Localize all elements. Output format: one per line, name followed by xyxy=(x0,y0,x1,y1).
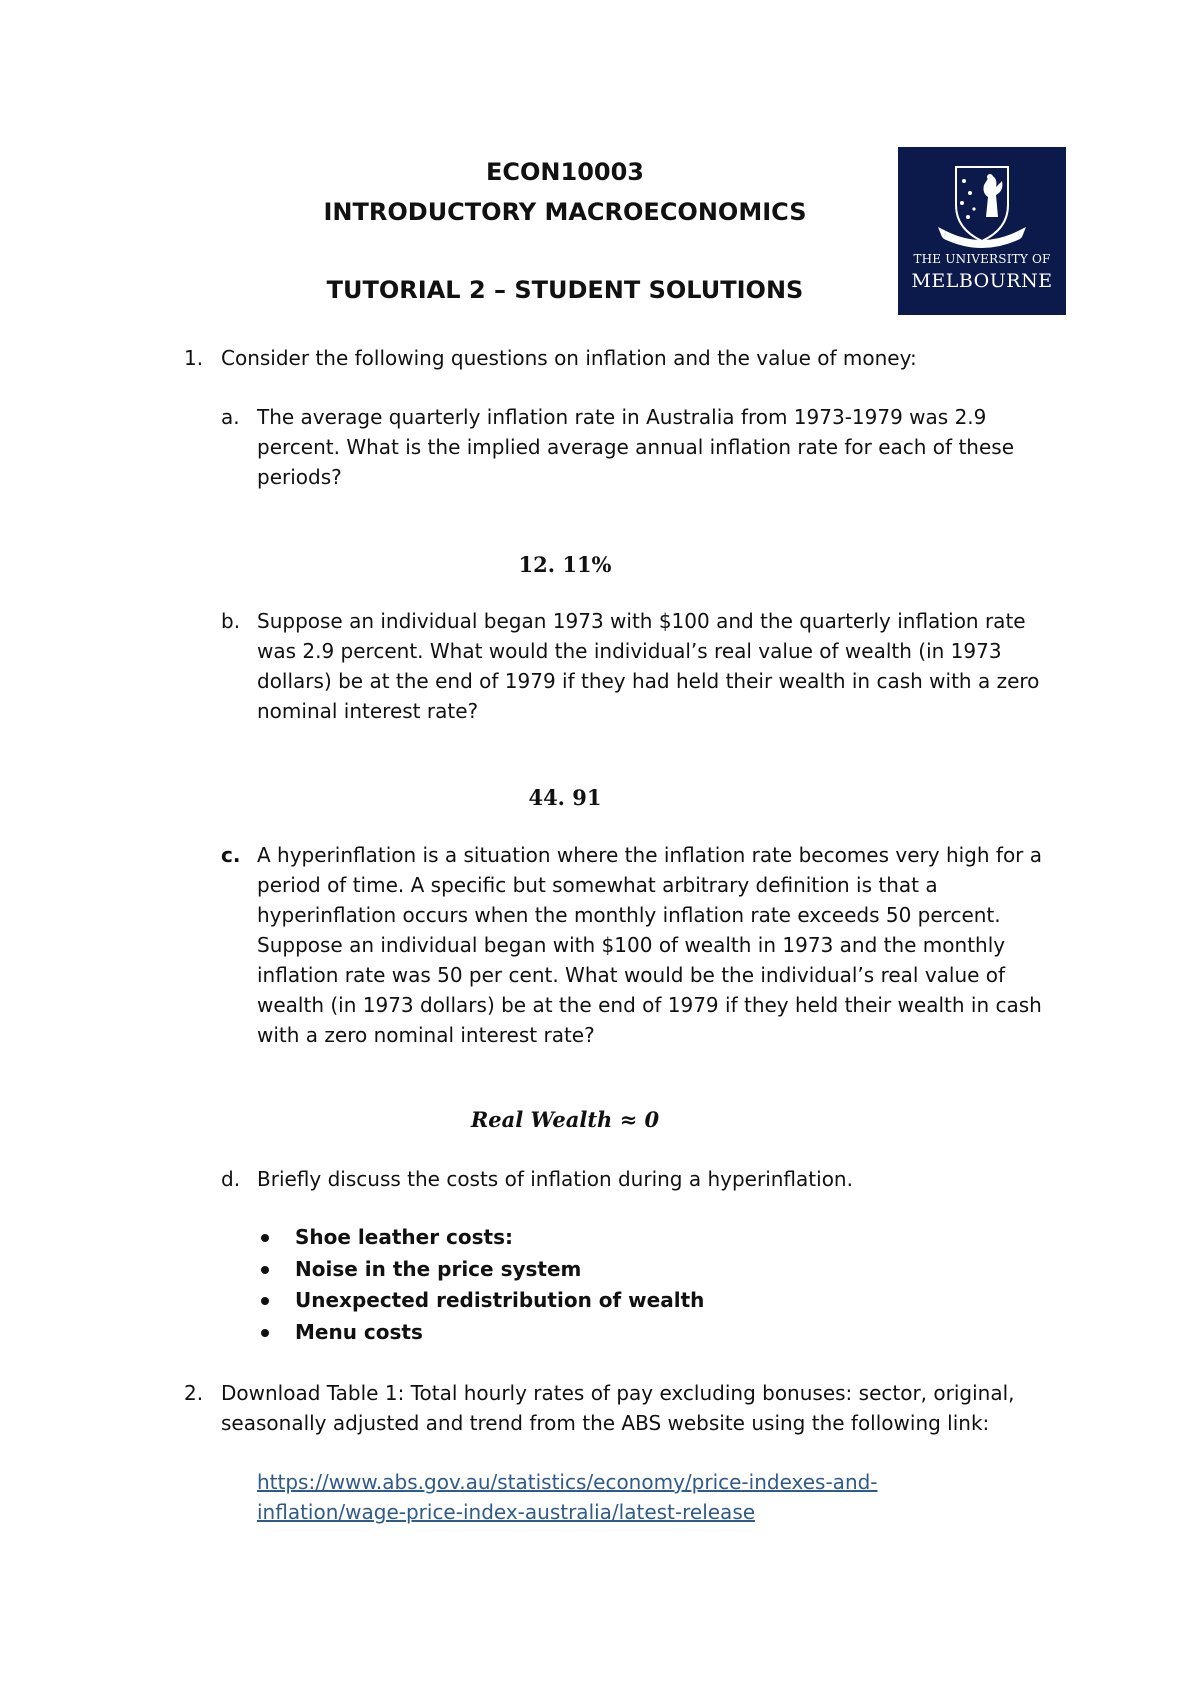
list-item: Menu costs xyxy=(255,1317,704,1349)
course-name: INTRODUCTORY MACROECONOMICS xyxy=(323,198,807,226)
abs-link-line1[interactable]: https://www.abs.gov.au/statistics/economy/price-indexes-and- xyxy=(257,1470,878,1494)
document-header xyxy=(200,152,930,310)
logo-text-line2: MELBOURNE xyxy=(911,270,1053,292)
question-1c-label: c. xyxy=(221,843,241,867)
course-code: ECON10003 xyxy=(486,158,644,186)
question-2-text: Download Table 1: Total hourly rates of pay excluding bonuses: sector, original, seasonally adjusted and trend from the ABS website using the following link: xyxy=(221,1381,1015,1435)
question-1a-text: The average quarterly inflation rate in Australia from 1973-1979 was 2.9 percent. What is the implied average annual inflation rate for each of these periods? xyxy=(257,405,1014,489)
list-item: Noise in the price system xyxy=(255,1254,704,1286)
logo-text-line1: THE UNIVERSITY OF xyxy=(913,252,1051,266)
list-item: Shoe leather costs: xyxy=(255,1222,704,1254)
answer-1a: 12. 11% xyxy=(518,552,612,577)
inflation-costs-list xyxy=(255,1222,704,1348)
question-1-text: Consider the following questions on inflation and the value of money: xyxy=(221,346,917,370)
question-1d-label: d. xyxy=(221,1167,241,1191)
bullet-icon xyxy=(261,1234,269,1242)
answer-1c: Real Wealth ≈ 0 xyxy=(470,1107,660,1132)
abs-link-line2[interactable]: inflation/wage-price-index-australia/latest-release xyxy=(257,1500,756,1524)
answer-1b: 44. 91 xyxy=(528,785,602,810)
question-1-number: 1. xyxy=(184,346,204,370)
bullet-icon xyxy=(261,1329,269,1337)
question-1b-text: Suppose an individual began 1973 with $100 and the quarterly inflation rate was 2.9 percent. What would the individual’s real value of wealth (in 1973 dollars) be at the end of 1979 if they had held their wealth in cash with a zero nominal interest rate? xyxy=(257,609,1040,723)
question-1a-label: a. xyxy=(221,405,240,429)
question-1d-text: Briefly discuss the costs of inflation during a hyperinflation. xyxy=(257,1167,853,1191)
question-1c-text: A hyperinflation is a situation where the inflation rate becomes very high for a period of time. A specific but somewhat arbitrary definition is that a hyperinflation occurs when the monthly inflation rate exceeds 50 percent. Suppose an individual began with $100 of wealth in 1973 and the monthly inflation rate was 50 per cent. What would be the individual’s real value of wealth (in 1973 dollars) be at the end of 1979 if they held their wealth in cash with a zero nominal interest rate? xyxy=(257,843,1043,1047)
abs-link-block xyxy=(257,1467,1057,1527)
bullet-icon xyxy=(261,1266,269,1274)
list-item: Unexpected redistribution of wealth xyxy=(255,1285,704,1317)
question-2-number: 2. xyxy=(184,1381,204,1405)
tutorial-title: TUTORIAL 2 – STUDENT SOLUTIONS xyxy=(326,276,804,304)
university-logo xyxy=(898,147,1066,315)
bullet-icon xyxy=(261,1297,269,1305)
question-1b-label: b. xyxy=(221,609,241,633)
